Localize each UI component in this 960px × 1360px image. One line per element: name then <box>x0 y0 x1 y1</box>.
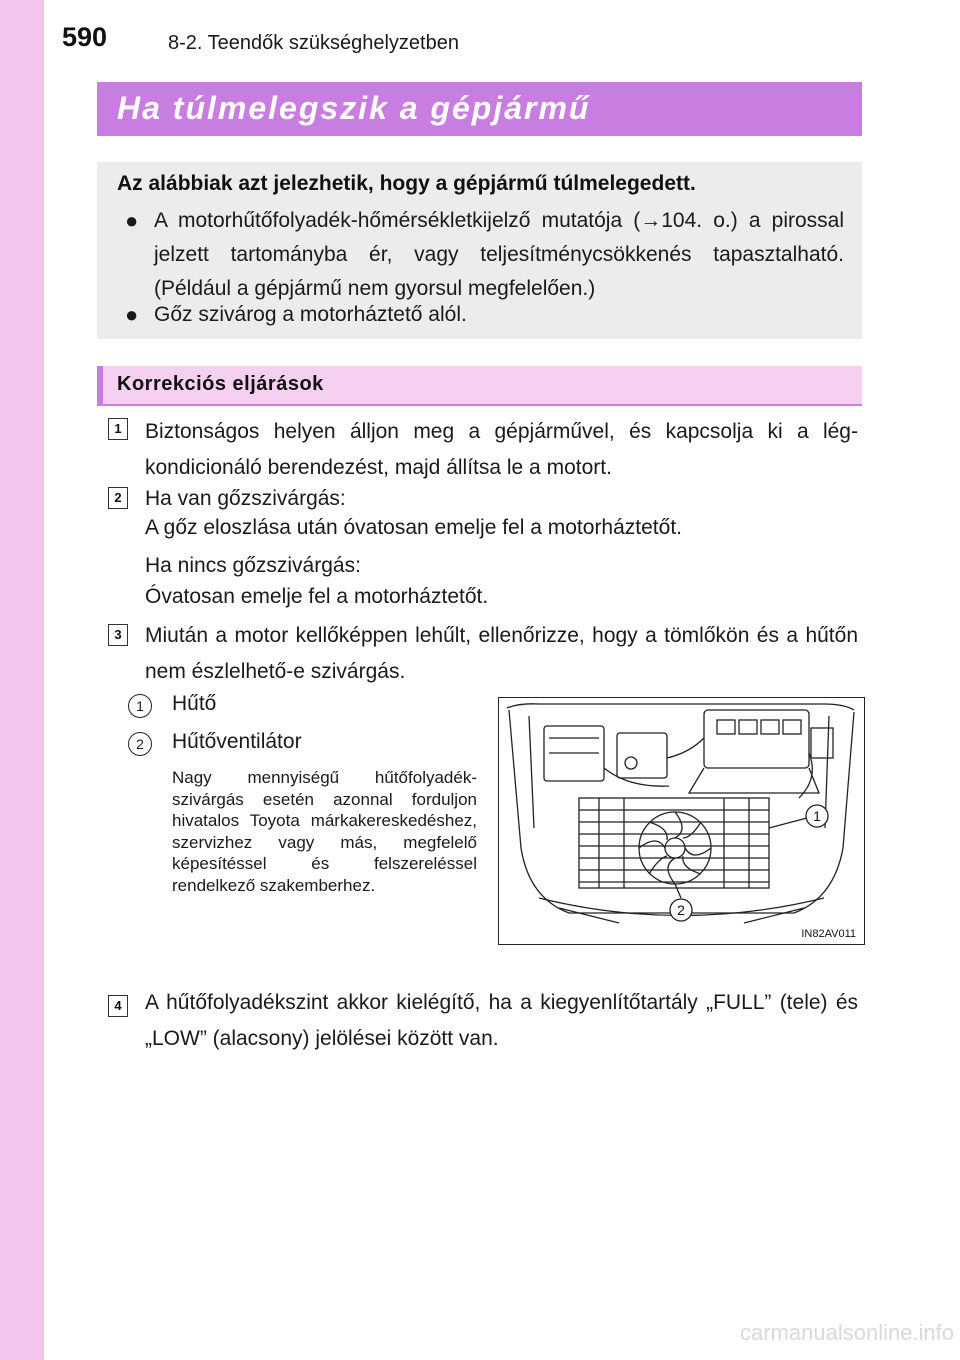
title-banner <box>97 82 862 136</box>
legend-label: Hűtő <box>172 692 217 715</box>
banner-accent <box>97 366 103 404</box>
step-number: 2 <box>108 487 128 509</box>
step-text: Miután a motor kellőképpen lehűlt, ellenőrizze, hogy a tömlőkön és a hűtőn nem észlelhető-e szivárgás. <box>145 624 858 683</box>
step-line: Ha nincs gőzszivárgás: <box>145 554 361 577</box>
callout-number: 1 <box>128 694 152 718</box>
subsection-title: Korrekciós eljárások <box>117 373 324 395</box>
bullet-icon: ● <box>125 208 139 233</box>
info-box-heading: Az alábbiak azt jelezhetik, hogy a gépjármű túlmelegedett. <box>117 172 696 195</box>
step-line: Ha van gőzszivárgás: <box>145 487 346 510</box>
callout-2-label: 2 <box>677 902 685 918</box>
bullet-icon: ● <box>125 302 139 327</box>
bullet-text: A motorhűtőfolyadék-hőmérsékletkijelző mutatója (→104. o.) a pirossal jelzett tartományba ér, vagy teljesítménycsökkenés tapasztalható. (Például a gépjármű nem gyorsul megfelelően.) <box>154 209 844 300</box>
engine-bay-illustration <box>499 698 864 944</box>
side-tab-strip <box>0 0 44 1360</box>
page-number: 590 <box>62 22 108 52</box>
page-title: Ha túlmelegszik a gépjármű <box>117 90 591 126</box>
divider <box>97 404 862 406</box>
step-number: 3 <box>108 624 128 646</box>
step-text: Biztonságos helyen álljon meg a gépjárművel, és kapcsolja ki a légkondicionáló berendezést, majd állítsa le a motort. <box>145 420 858 479</box>
callout-1-label: 1 <box>813 808 821 824</box>
bullet-text: Gőz szivárog a motorháztető alól. <box>154 303 467 326</box>
step-line: A gőz eloszlása után óvatosan emelje fel a motorháztetőt. <box>145 516 682 539</box>
step-line: Óvatosan emelje fel a motorháztetőt. <box>145 585 489 608</box>
bullet-item <box>125 298 840 332</box>
bullet-item <box>125 204 844 306</box>
legend-label: Hűtőventilátor <box>172 730 302 753</box>
step-number: 1 <box>108 418 128 440</box>
step-number: 4 <box>108 995 128 1017</box>
warning-signs-box <box>97 162 862 339</box>
step-text: A hűtőfolyadékszint akkor kielégítő, ha a kiegyenlítőtartály „FULL” (tele) és „LOW” (alacsony) jelölései között van. <box>145 991 858 1050</box>
watermark: carmanualsonline.info <box>740 1320 955 1345</box>
section-header: 8-2. Teendők szükséghelyzetben <box>168 32 459 54</box>
subsection-banner <box>97 366 862 404</box>
note-text: Nagy mennyiségű hűtőfolyadékszivárgás esetén azonnal forduljon hivatalos Toyota márkakereskedéshez, szervizhez vagy más, megfelelő képesítéssel és felszereléssel rendelkező szakemberhez. <box>172 768 477 895</box>
figure-code: IN82AV011 <box>801 928 856 940</box>
callout-number: 2 <box>128 732 152 756</box>
engine-bay-figure <box>498 697 865 945</box>
